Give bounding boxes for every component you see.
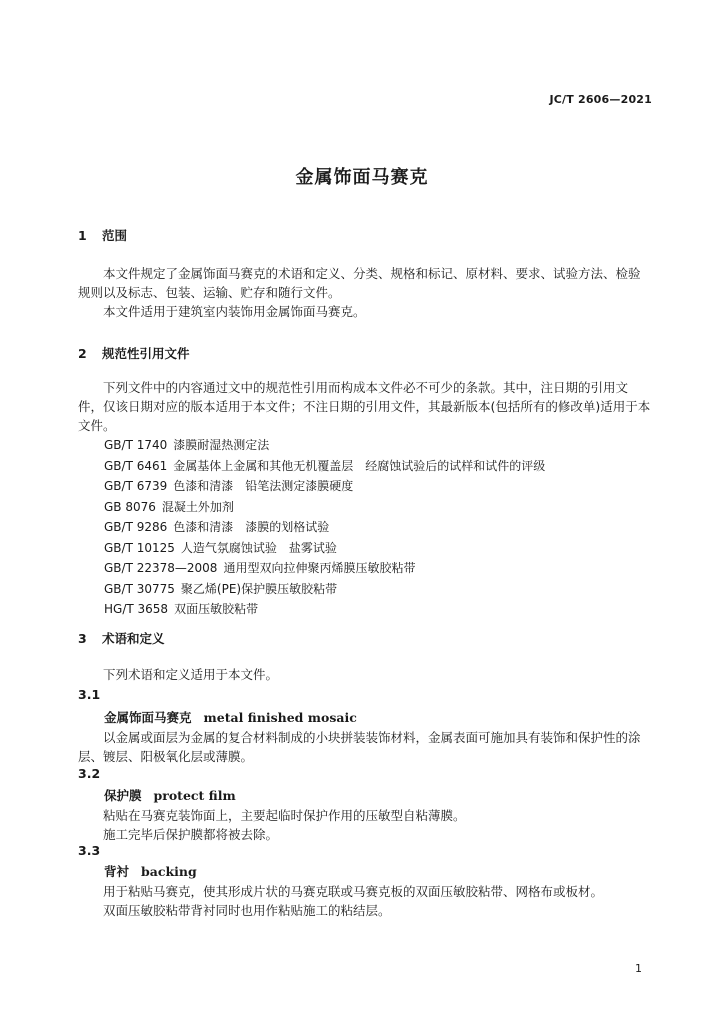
reference-title: 聚乙烯(PE)保护膜压敏胶粘带 — [180, 581, 338, 596]
reference-title: 人造气氛腐蚀试验 盐雾试验 — [180, 540, 337, 555]
reference-code: GB/T 10125 — [104, 540, 175, 555]
reference-item — [104, 517, 545, 538]
term-en: protect film — [153, 788, 236, 803]
reference-title: 色漆和清漆 铅笔法测定漆膜硬度 — [173, 479, 354, 493]
term-zh: 保护膜 — [104, 788, 142, 803]
references-intro: 下列文件中的内容通过文中的规范性引用而构成本文件必不可少的条款。其中，注日期的引用文件，仅该日期对应的版本适用于本文件；不注日期的引用文件，其最新版本(包括所有的修改单)适用于本文件。 — [78, 380, 651, 433]
term-definition: 以金属或面层为金属的复合材料制成的小块拼装装饰材料，金属表面可施加具有装饰和保护性的涂层、镀层、阳极氧化层或薄膜。 — [78, 730, 641, 764]
term-heading — [104, 862, 197, 880]
term-en: backing — [141, 864, 197, 879]
reference-item — [104, 456, 545, 477]
reference-code: HG/T 3658 — [104, 602, 169, 616]
term-en: metal finished mosaic — [203, 710, 357, 725]
term-zh: 背衬 — [104, 864, 130, 879]
clause-number: 3.3 — [78, 843, 101, 858]
section-number: 1 — [78, 228, 87, 243]
section-2-heading — [78, 344, 190, 362]
clause-number: 3.2 — [78, 766, 101, 781]
term-definition: 用于粘贴马赛克，使其形成片状的马赛克联或马赛克板的双面压敏胶粘带、网格布或板材。 — [103, 884, 604, 899]
reference-item — [104, 558, 545, 579]
section-1-heading — [78, 226, 127, 244]
reference-code: GB/T 30775 — [104, 581, 175, 596]
section-title: 规范性引用文件 — [102, 346, 190, 361]
reference-item — [104, 435, 545, 456]
reference-item — [104, 497, 545, 518]
section-number: 3 — [78, 631, 87, 646]
document-title: 金属饰面马赛克 — [295, 167, 429, 188]
section-number: 2 — [78, 346, 87, 361]
term-definition: 粘贴在马赛克装饰面上，主要起临时保护作用的压敏型自粘薄膜。 — [103, 808, 466, 823]
reference-code: GB/T 1740 — [104, 438, 168, 452]
reference-code: GB/T 9286 — [104, 520, 168, 534]
reference-title: 混凝土外加剂 — [161, 499, 234, 514]
section-3-heading — [78, 629, 165, 647]
reference-item — [104, 579, 545, 600]
reference-code: GB/T 22378—2008 — [104, 561, 218, 575]
term-heading — [104, 708, 357, 726]
terms-intro: 下列术语和定义适用于本文件。 — [103, 667, 279, 682]
reference-title: 双面压敏胶粘带 — [174, 602, 259, 616]
reference-code: GB/T 6461 — [104, 458, 168, 473]
reference-title: 通用型双向拉伸聚丙烯膜压敏胶粘带 — [223, 561, 416, 575]
term-zh: 金属饰面马赛克 — [104, 710, 192, 725]
reference-title: 漆膜耐湿热测定法 — [173, 438, 270, 452]
section-title: 术语和定义 — [102, 631, 165, 646]
term-heading — [104, 786, 236, 804]
scope-paragraph-2: 本文件适用于建筑室内装饰用金属饰面马赛克。 — [103, 304, 366, 319]
term-note: 施工完毕后保护膜都将被去除。 — [103, 827, 279, 842]
clause-number: 3.1 — [78, 687, 101, 702]
term-note: 双面压敏胶粘带背衬同时也用作粘贴施工的粘结层。 — [103, 903, 391, 918]
reference-item — [104, 599, 545, 620]
standard-code: JC/T 2606—2021 — [549, 93, 652, 106]
reference-item — [104, 538, 545, 559]
page-number: 1 — [635, 962, 642, 975]
reference-item — [104, 476, 545, 497]
reference-code: GB 8076 — [104, 499, 156, 514]
reference-list — [104, 435, 545, 620]
reference-code: GB/T 6739 — [104, 479, 168, 493]
reference-title: 色漆和清漆 漆膜的划格试验 — [173, 520, 330, 534]
reference-title: 金属基体上金属和其他无机覆盖层 经腐蚀试验后的试样和试件的评级 — [173, 458, 546, 473]
section-title: 范围 — [102, 228, 128, 243]
scope-paragraph-1: 本文件规定了金属饰面马赛克的术语和定义、分类、规格和标记、原材料、要求、试验方法、检验规则以及标志、包装、运输、贮存和随行文件。 — [78, 266, 641, 300]
